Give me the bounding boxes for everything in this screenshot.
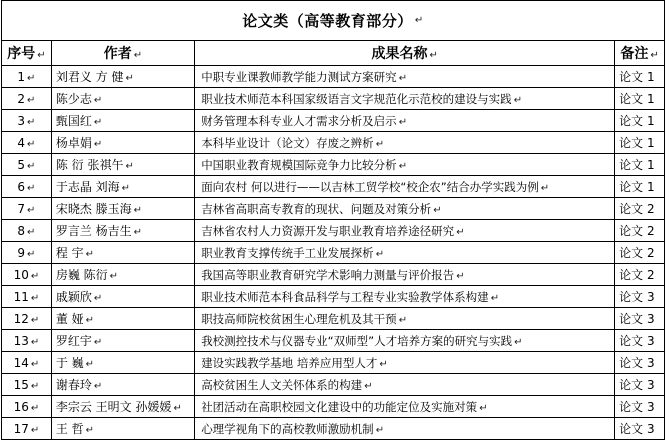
- row-num: 6: [17, 179, 26, 194]
- paragraph-mark-icon: ↵: [93, 293, 103, 304]
- paragraph-mark-icon: ↵: [479, 402, 488, 414]
- paragraph-mark-icon: ↵: [375, 138, 385, 150]
- header-title: [195, 41, 615, 66]
- paragraph-mark-icon: ↵: [93, 117, 103, 128]
- row-author-cell: [51, 330, 194, 352]
- row-author: 罗言兰 杨吉生: [55, 224, 132, 238]
- table-row: [2, 66, 665, 88]
- paragraph-mark-icon: ↵: [93, 139, 103, 150]
- row-title-cell: [195, 132, 615, 154]
- row-note: 论文 3: [619, 334, 655, 348]
- row-num: 3: [17, 113, 26, 128]
- row-note: 论文 3: [619, 422, 655, 436]
- table-row: [2, 374, 665, 396]
- table-row: [2, 352, 665, 374]
- row-author: 宋晓杰 滕玉海: [55, 202, 132, 216]
- row-note: 论文 3: [619, 356, 655, 370]
- row-title: 职技高师院校贫困生心理危机及其干预: [201, 311, 397, 326]
- paragraph-mark-icon: ↵: [379, 358, 388, 370]
- header-num: [2, 41, 52, 66]
- row-note: 论文 1: [619, 114, 655, 128]
- paragraph-mark-icon: ↵: [30, 424, 40, 436]
- paragraph-mark-icon: ↵: [513, 94, 523, 106]
- row-note: 论文 3: [619, 290, 655, 304]
- table-body: [2, 66, 665, 440]
- row-title-cell: [195, 242, 615, 264]
- paragraph-mark-icon: ↵: [85, 359, 95, 370]
- table-header: [2, 41, 665, 66]
- table-row: [2, 264, 665, 286]
- row-num-cell: [2, 66, 52, 88]
- row-author: 谢春玲: [55, 378, 92, 392]
- row-title: 高校贫困生人文关怀体系的构建: [201, 377, 363, 392]
- paragraph-mark-icon: ↵: [30, 292, 40, 304]
- table-row: [2, 154, 665, 176]
- row-num-cell: [2, 418, 52, 440]
- row-title-cell: [195, 308, 615, 330]
- row-author: 甄国红: [55, 114, 92, 128]
- row-num-cell: [2, 330, 52, 352]
- row-author: 刘君义 方 健: [55, 70, 124, 84]
- paragraph-mark-icon: ↵: [30, 380, 40, 392]
- paragraph-mark-icon: ↵: [375, 424, 385, 436]
- row-note: 论文 1: [619, 158, 655, 172]
- paragraph-mark-icon: ↵: [27, 160, 36, 172]
- row-author-cell: [51, 220, 194, 242]
- row-note: 论文 1: [619, 92, 655, 106]
- paragraph-mark-icon: ↵: [30, 402, 40, 414]
- row-author-cell: [51, 154, 194, 176]
- row-note: 论文 2: [619, 224, 655, 238]
- row-title: 建设实践教学基地 培养应用型人才: [201, 355, 378, 370]
- row-title-cell: [195, 110, 615, 132]
- row-title: 社团活动在高职校园文化建设中的功能定位及实施对策: [201, 399, 478, 414]
- paragraph-mark-icon: ↵: [37, 50, 46, 61]
- row-num-cell: [2, 132, 52, 154]
- row-num-cell: [2, 264, 52, 286]
- row-title: 中职专业课教师教学能力测试方案研究: [201, 69, 397, 84]
- row-author-cell: [51, 418, 194, 440]
- row-note-cell: [615, 308, 665, 330]
- row-title: 本科毕业设计（论文）存废之辨析: [201, 135, 374, 150]
- row-author: 罗红宇: [55, 334, 92, 348]
- row-title: 职业教育支撑传统手工业发展探析: [201, 245, 374, 260]
- row-note-cell: [615, 154, 665, 176]
- row-author-cell: [51, 374, 194, 396]
- row-note-cell: [615, 110, 665, 132]
- paragraph-mark-icon: ↵: [173, 403, 182, 414]
- paragraph-mark-icon: ↵: [109, 271, 119, 282]
- row-num: 8: [17, 223, 26, 238]
- paragraph-mark-icon: ↵: [433, 204, 442, 216]
- row-author: 房巍 陈衍: [55, 268, 108, 282]
- row-author: 程 宇: [55, 246, 84, 260]
- row-num: 9: [17, 245, 26, 260]
- row-num-cell: [2, 88, 52, 110]
- row-num: 5: [17, 157, 26, 172]
- paragraph-mark-icon: ↵: [398, 314, 408, 326]
- row-num-cell: [2, 242, 52, 264]
- row-author-cell: [51, 110, 194, 132]
- row-note: 论文 3: [619, 312, 655, 326]
- paragraph-mark-icon: ↵: [398, 160, 408, 172]
- header-note: [615, 41, 665, 66]
- paragraph-mark-icon: ↵: [414, 15, 424, 26]
- row-note-cell: [615, 396, 665, 418]
- row-title: 面向农村 何以进行——以吉林工贸学校“校企农”结合办学实践为例: [201, 179, 539, 194]
- paragraph-mark-icon: ↵: [93, 337, 103, 348]
- row-num: 17: [13, 421, 29, 436]
- paragraph-mark-icon: ↵: [133, 50, 143, 61]
- row-note: 论文 1: [619, 70, 655, 84]
- paragraph-mark-icon: ↵: [364, 380, 373, 392]
- table-row: [2, 110, 665, 132]
- row-author-cell: [51, 352, 194, 374]
- row-author-cell: [51, 286, 194, 308]
- row-title: 职业技术师范本科国家级语言文字规范化示范校的建设与实践: [201, 91, 512, 106]
- row-note-cell: [615, 242, 665, 264]
- paragraph-mark-icon: ↵: [398, 72, 408, 84]
- row-title-cell: [195, 154, 615, 176]
- paragraph-mark-icon: ↵: [27, 138, 36, 150]
- paragraph-mark-icon: ↵: [85, 315, 95, 326]
- row-note-cell: [615, 132, 665, 154]
- paragraph-mark-icon: ↵: [93, 95, 103, 106]
- row-note: 论文 1: [619, 180, 655, 194]
- row-author: 王 哲: [55, 422, 84, 436]
- paragraph-mark-icon: ↵: [490, 292, 500, 304]
- row-title-cell: [195, 264, 615, 286]
- row-author: 于志晶 刘海: [55, 180, 120, 194]
- paragraph-mark-icon: ↵: [27, 116, 36, 128]
- paragraph-mark-icon: ↵: [85, 249, 95, 260]
- row-note: 论文 2: [619, 246, 655, 260]
- paragraph-mark-icon: ↵: [27, 72, 36, 84]
- row-author: 戚颖欣: [55, 290, 92, 304]
- row-note-cell: [615, 286, 665, 308]
- row-title: 我校测控技术与仪器专业“双师型”人才培养方案的研究与实践: [201, 333, 513, 348]
- paragraph-mark-icon: ↵: [650, 50, 659, 61]
- table-row: [2, 220, 665, 242]
- row-note-cell: [615, 220, 665, 242]
- table-row: [2, 308, 665, 330]
- table-row: [2, 418, 665, 440]
- row-author-cell: [51, 132, 194, 154]
- header-author-label: 作者: [103, 46, 132, 62]
- paragraph-mark-icon: ↵: [30, 336, 40, 348]
- row-num-cell: [2, 286, 52, 308]
- row-note-cell: [615, 374, 665, 396]
- table-row: [2, 396, 665, 418]
- row-title: 财务管理本科专业人才需求分析及启示: [201, 113, 397, 128]
- header-row: [2, 41, 665, 66]
- row-title: 吉林省农村人力资源开发与职业教育培养途径研究: [201, 223, 455, 238]
- row-note: 论文 2: [619, 268, 655, 282]
- paragraph-mark-icon: ↵: [27, 226, 36, 238]
- row-title-cell: [195, 374, 615, 396]
- row-num-cell: [2, 110, 52, 132]
- row-num-cell: [2, 154, 52, 176]
- paragraph-mark-icon: ↵: [514, 336, 523, 348]
- row-title-cell: [195, 418, 615, 440]
- row-num-cell: [2, 352, 52, 374]
- row-num: 12: [13, 311, 29, 326]
- row-num: 13: [13, 333, 29, 348]
- row-author-cell: [51, 396, 194, 418]
- row-note-cell: [615, 418, 665, 440]
- row-num: 11: [13, 289, 29, 304]
- row-author-cell: [51, 66, 194, 88]
- paragraph-mark-icon: ↵: [398, 116, 408, 128]
- row-title-cell: [195, 286, 615, 308]
- row-author-cell: [51, 198, 194, 220]
- table-row: [2, 132, 665, 154]
- row-author-cell: [51, 88, 194, 110]
- row-author: 陈少志: [55, 92, 92, 106]
- row-num: 10: [13, 267, 29, 282]
- row-note-cell: [615, 176, 665, 198]
- row-author: 李宗云 王明文 孙媛媛: [55, 400, 172, 414]
- header-author: [51, 41, 194, 66]
- row-title-cell: [195, 66, 615, 88]
- row-num: 2: [17, 91, 26, 106]
- table-row: [2, 88, 665, 110]
- row-title-cell: [195, 88, 615, 110]
- row-title: 职业技术师范本科食品科学与工程专业实验教学体系构建: [201, 289, 489, 304]
- header-title-label: 成果名称: [371, 46, 428, 62]
- row-note-cell: [615, 264, 665, 286]
- row-title-cell: [195, 352, 615, 374]
- paragraph-mark-icon: ↵: [121, 183, 131, 194]
- row-num-cell: [2, 176, 52, 198]
- table-row: [2, 176, 665, 198]
- row-author-cell: [51, 264, 194, 286]
- row-author: 于 巍: [55, 356, 84, 370]
- row-num-cell: [2, 220, 52, 242]
- row-note-cell: [615, 198, 665, 220]
- row-num-cell: [2, 374, 52, 396]
- document-title: 论文类（高等教育部分）: [242, 12, 413, 30]
- paragraph-mark-icon: ↵: [27, 182, 36, 194]
- row-num: 4: [17, 135, 26, 150]
- row-title: 心理学视角下的高校教师激励机制: [201, 421, 374, 436]
- paragraph-mark-icon: ↵: [27, 204, 36, 216]
- paragraph-mark-icon: ↵: [456, 226, 465, 238]
- row-note: 论文 1: [619, 136, 655, 150]
- row-note-cell: [615, 88, 665, 110]
- paragraph-mark-icon: ↵: [30, 314, 40, 326]
- row-note: 论文 2: [619, 202, 655, 216]
- table-row: [2, 242, 665, 264]
- row-num-cell: [2, 396, 52, 418]
- row-author-cell: [51, 308, 194, 330]
- paragraph-mark-icon: ↵: [456, 270, 465, 282]
- row-num: 14: [13, 355, 29, 370]
- row-title-cell: [195, 330, 615, 352]
- paragraph-mark-icon: ↵: [27, 248, 36, 260]
- row-author-cell: [51, 242, 194, 264]
- row-note-cell: [615, 66, 665, 88]
- row-title-cell: [195, 198, 615, 220]
- header-note-label: 备注: [620, 46, 649, 62]
- row-author-cell: [51, 176, 194, 198]
- paragraph-mark-icon: ↵: [125, 73, 134, 84]
- row-title: 我国高等职业教育研究学术影响力测量与评价报告: [201, 267, 455, 282]
- row-author: 陈 衍 张祺午: [55, 158, 124, 172]
- paragraph-mark-icon: ↵: [93, 381, 103, 392]
- row-num: 7: [17, 201, 26, 216]
- row-num-cell: [2, 198, 52, 220]
- paragraph-mark-icon: ↵: [429, 50, 438, 61]
- paragraph-mark-icon: ↵: [133, 227, 143, 238]
- paragraph-mark-icon: ↵: [30, 358, 40, 370]
- row-author: 董 娅: [55, 312, 84, 326]
- paragraph-mark-icon: ↵: [540, 182, 550, 194]
- row-num: 15: [13, 377, 29, 392]
- row-note: 论文 3: [619, 378, 655, 392]
- document-title-row: [1, 0, 665, 40]
- row-note-cell: [615, 352, 665, 374]
- table-row: [2, 286, 665, 308]
- table-row: [2, 198, 665, 220]
- row-num-cell: [2, 308, 52, 330]
- paragraph-mark-icon: ↵: [133, 205, 143, 216]
- paragraph-mark-icon: ↵: [125, 161, 134, 172]
- row-num: 1: [17, 69, 26, 84]
- row-title: 中国职业教育规模国际竞争力比较分析: [201, 157, 397, 172]
- row-num: 16: [13, 399, 29, 414]
- paragraph-mark-icon: ↵: [85, 425, 95, 436]
- row-author: 杨卓娟: [55, 136, 92, 150]
- row-note: 论文 3: [619, 400, 655, 414]
- paragraph-mark-icon: ↵: [27, 94, 36, 106]
- row-title-cell: [195, 396, 615, 418]
- table-row: [2, 330, 665, 352]
- row-title: 吉林省高职高专教育的现状、问题及对策分析: [201, 201, 432, 216]
- row-title-cell: [195, 220, 615, 242]
- paragraph-mark-icon: ↵: [375, 248, 385, 260]
- row-note-cell: [615, 330, 665, 352]
- row-title-cell: [195, 176, 615, 198]
- paragraph-mark-icon: ↵: [30, 270, 40, 282]
- header-num-label: 序号: [7, 46, 36, 62]
- achievements-table: [1, 40, 665, 440]
